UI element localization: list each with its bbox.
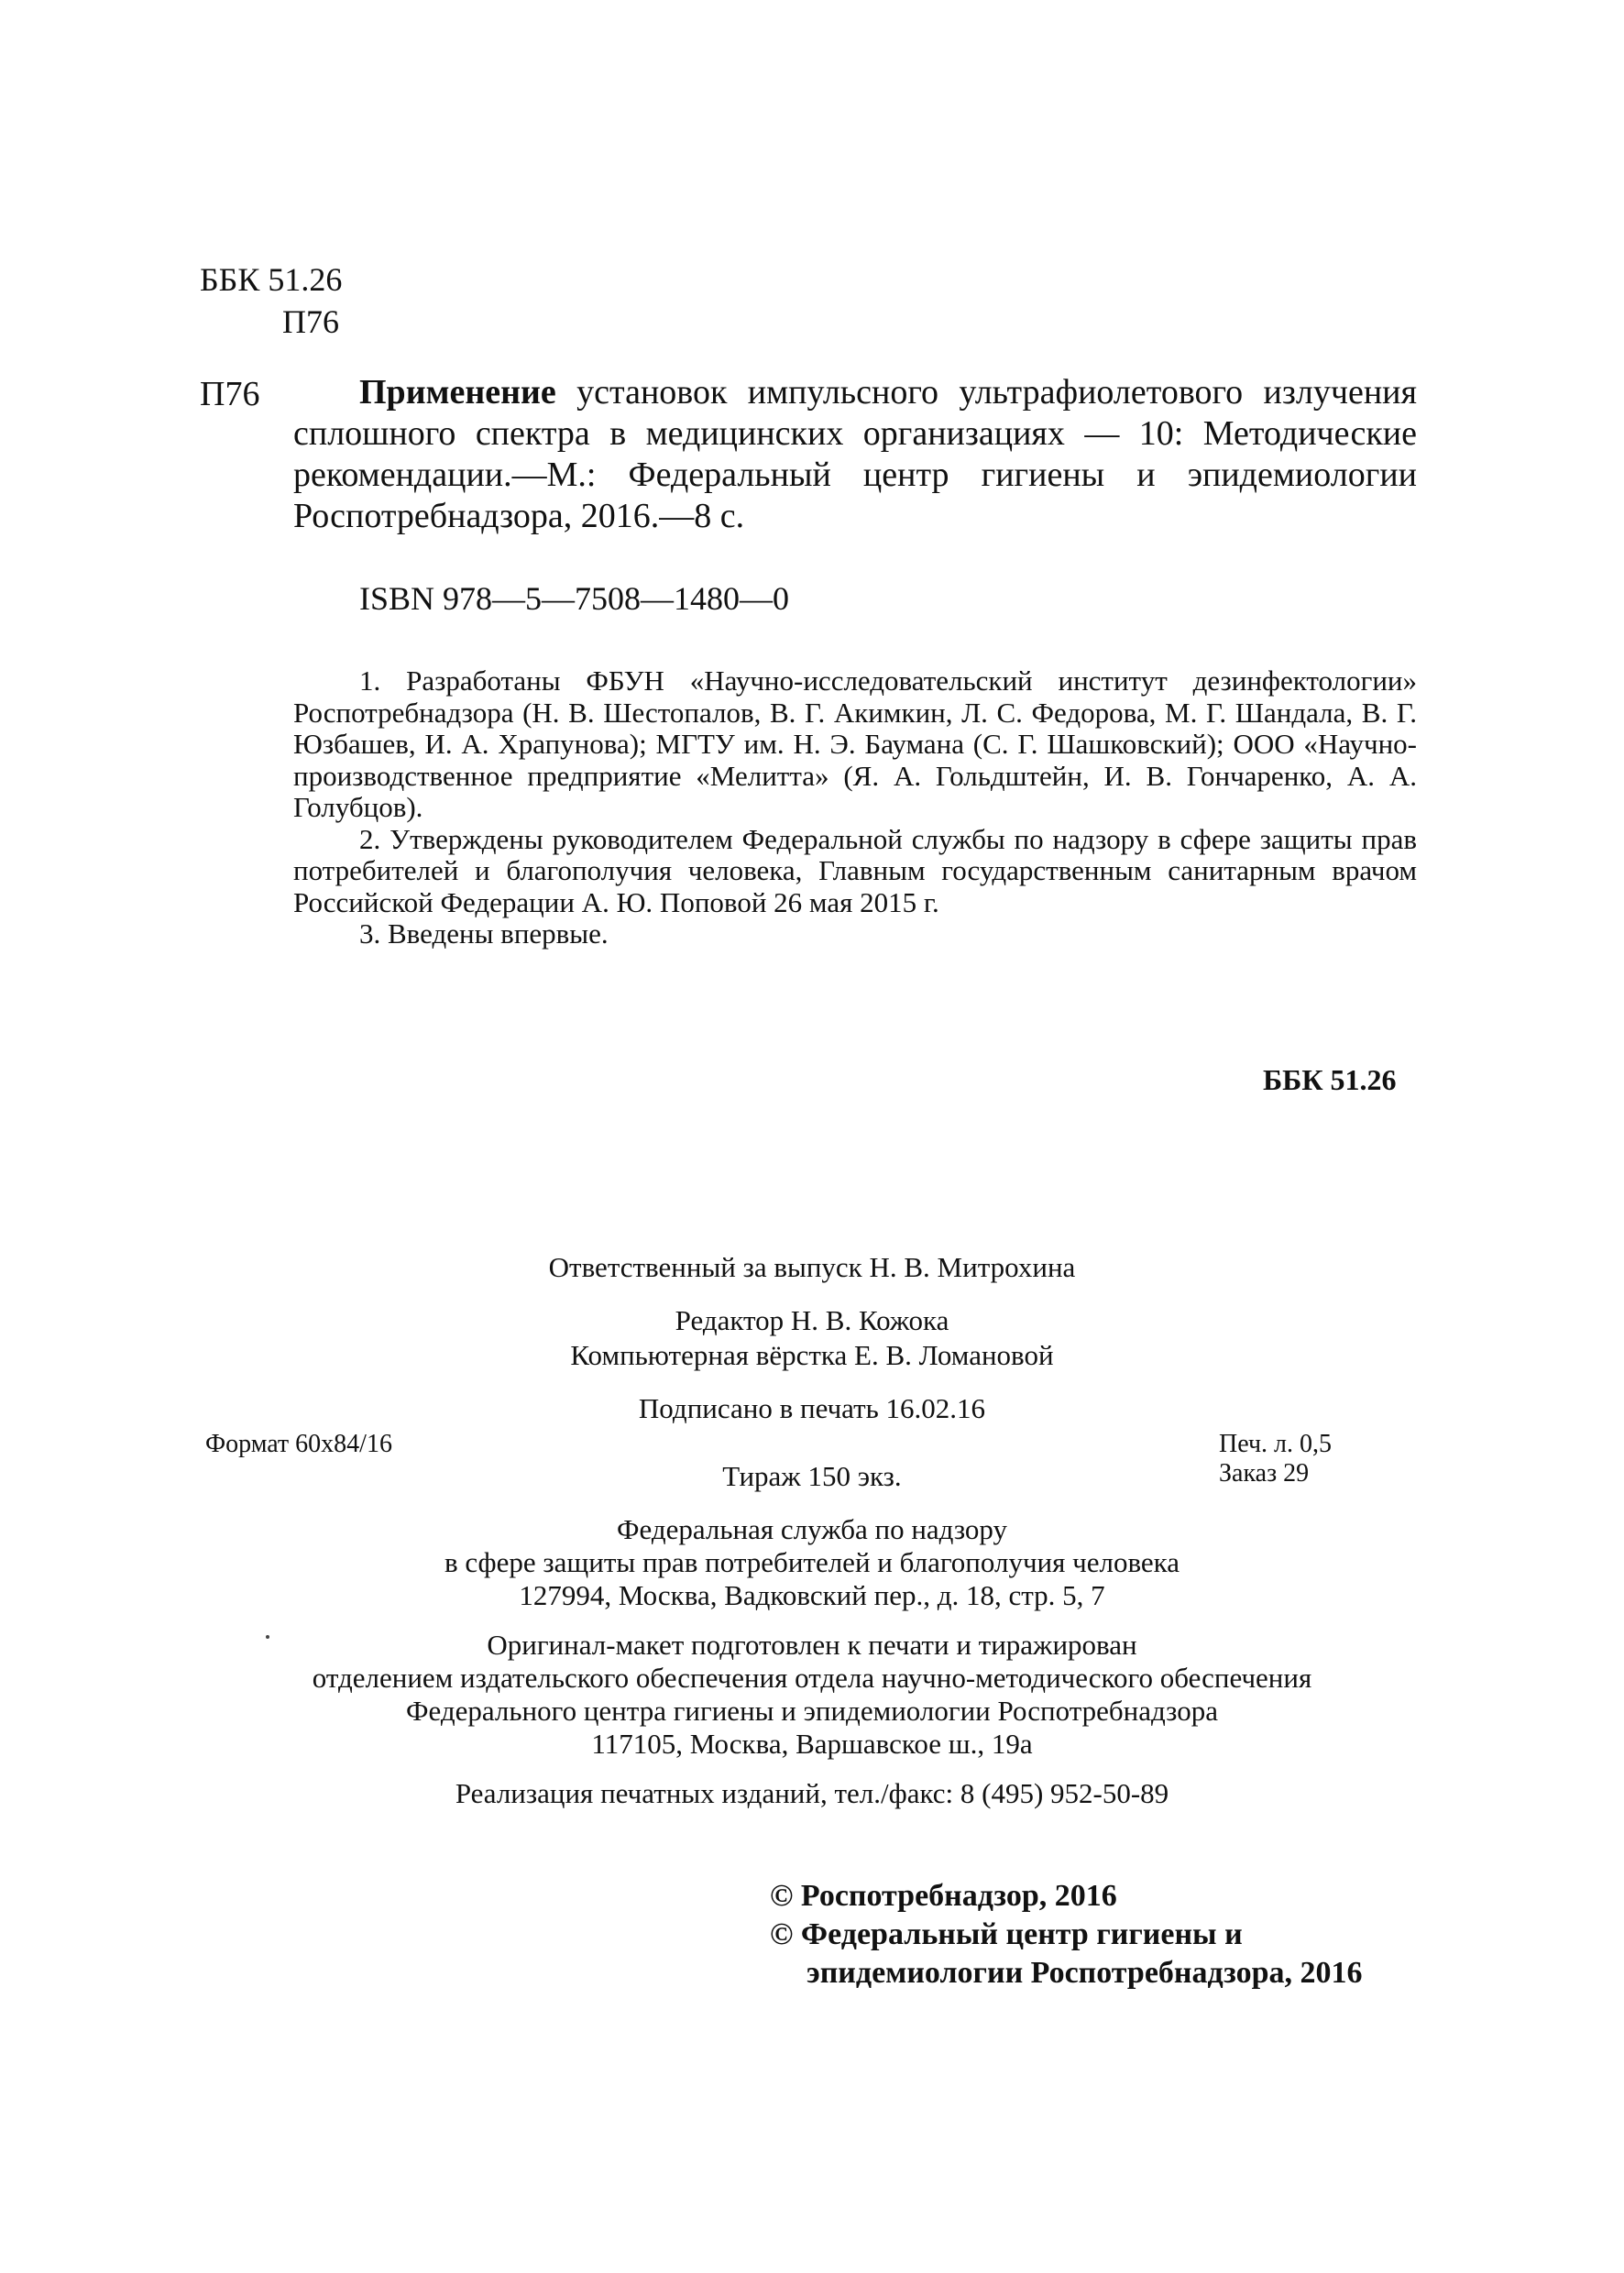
sales-contact: Реализация печатных изданий, тел./факс: 8 (495) 952-50-89 — [455, 1777, 1169, 1809]
responsible-editor: Ответственный за выпуск Н. В. Митрохина — [548, 1251, 1076, 1283]
printed-sheets: Печ. л. 0,5 — [1219, 1430, 1333, 1458]
cipher-label: П76 — [200, 375, 260, 413]
notes-block — [293, 665, 1417, 950]
note-approval: 2. Утверждены руководителем Федеральной службы по надзору в сфере защиты прав потребителей и благополучия человека, Главным государственным санитарным врачом Российской Федерации А. Ю. Поповой 26 мая 2015 г. — [293, 822, 1417, 918]
publisher-line-2: в сфере защиты прав потребителей и благополучия человека — [444, 1546, 1180, 1578]
signed-to-print: Подписано в печать 16.02.16 — [638, 1392, 986, 1424]
bibliographic-text: установок импульсного ультрафиолетового излучения сплошного спектра в медицинских организациях — 10: Методические рекомендации.—М.: Федеральный центр гигиены и эпидемиологии Роспотребнадзора, 2016.—8 с. — [293, 373, 1417, 535]
bbk-classification-top — [200, 258, 342, 343]
bbk-code: ББК 51.26 — [200, 261, 343, 298]
copyright-block — [770, 1877, 1363, 1993]
order-number: Заказ 29 — [1219, 1459, 1310, 1488]
printer-line-3: Федерального центра гигиены и эпидемиологии Роспотребнадзора — [406, 1695, 1218, 1727]
copyright-line-1: © Роспотребнадзор, 2016 — [770, 1879, 1117, 1913]
copyright-line-2: © Федеральный центр гигиены и — [770, 1917, 1243, 1951]
bibliographic-description — [293, 372, 1417, 537]
printer-address: 117105, Москва, Варшавское ш., 19а — [591, 1728, 1033, 1760]
publisher-address: 127994, Москва, Вадковский пер., д. 18, стр. 5, 7 — [519, 1579, 1105, 1611]
note-first-edition: 3. Введены впервые. — [359, 917, 609, 950]
printer-line-2: отделением издательского обеспечения отдела научно-методического обеспечения — [312, 1662, 1312, 1694]
print-run: Тираж 150 экз. — [722, 1460, 902, 1492]
copyright-line-3: эпидемиологии Роспотребнадзора, 2016 — [807, 1956, 1363, 1990]
layout-designer: Компьютерная вёрстка Е. В. Ломановой — [570, 1339, 1054, 1371]
note-developers: 1. Разработаны ФБУН «Научно-исследовательский институт дезинфектологии» Роспотребнадзора (Н. В. Шестопалов, В. Г. Акимкин, Л. С. Федорова, М. Г. Шандала, В. Г. Юзбашев, И. А. Храпунова); МГТУ им. Н. Э. Баумана (С. Г. Шашковский); ООО «Научно-производственное предприятие «Мелитта» (Я. А. Гольдштейн, И. В. Гончаренко, А. А. Голубцов). — [293, 664, 1417, 823]
author-sign: П76 — [282, 303, 339, 340]
publisher-line-1: Федеральная служба по надзору — [617, 1513, 1007, 1545]
editor: Редактор Н. В. Кожока — [675, 1304, 949, 1336]
isbn: ISBN 978—5—7508—1480—0 — [359, 580, 790, 617]
printer-line-1: Оригинал-макет подготовлен к печати и тиражирован — [487, 1629, 1137, 1661]
title-lead-word: Применение — [359, 373, 556, 412]
bbk-classification-right: ББК 51.26 — [1263, 1063, 1397, 1096]
paper-format: Формат 60х84/16 — [205, 1430, 392, 1458]
